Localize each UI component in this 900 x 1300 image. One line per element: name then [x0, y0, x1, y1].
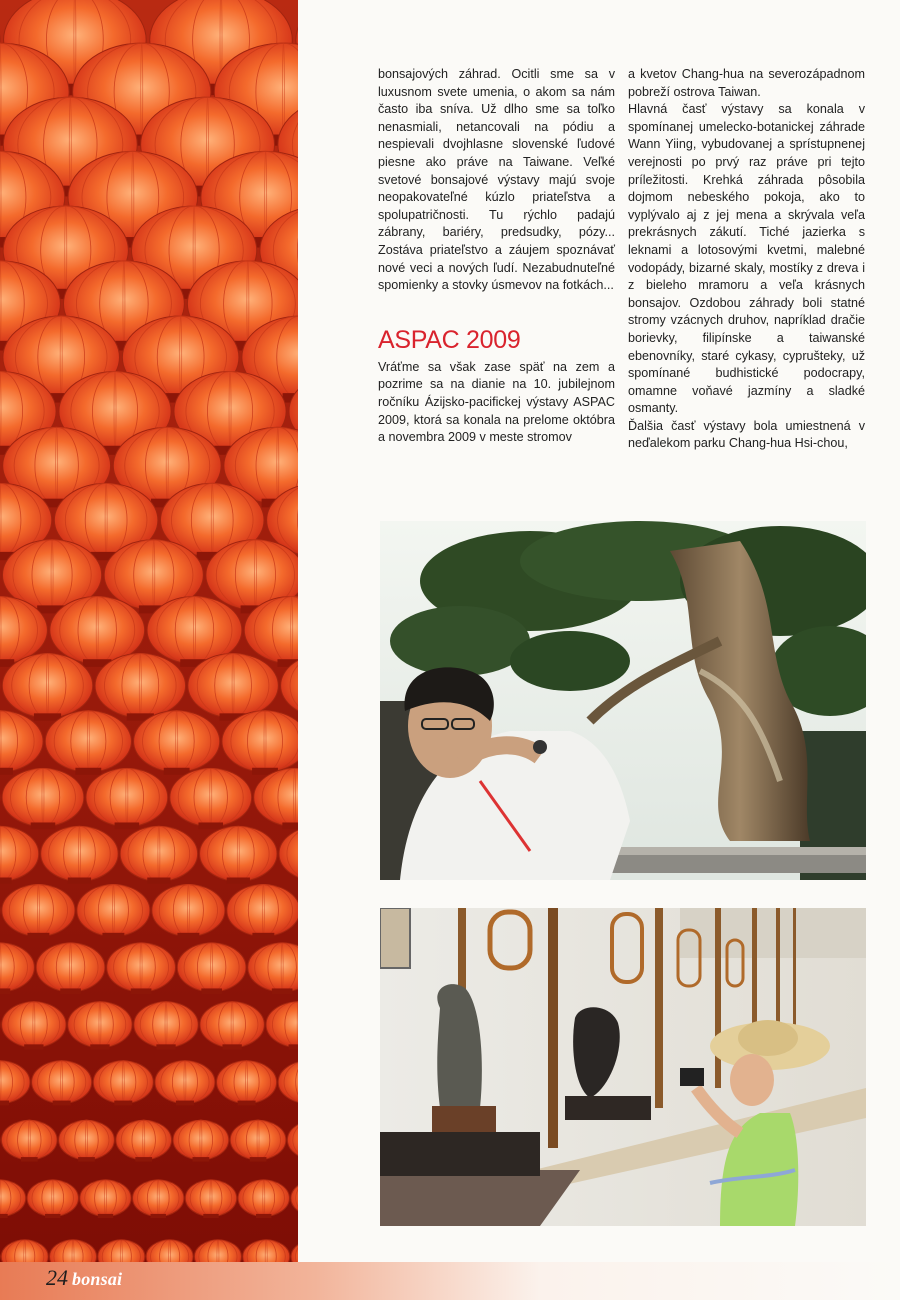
section-heading: ASPAC 2009 — [378, 325, 521, 354]
lantern-shape — [2, 768, 84, 826]
lantern-cap — [60, 988, 81, 994]
lantern-shape — [77, 884, 150, 936]
page-number: 24 — [46, 1265, 68, 1290]
lantern-cap — [198, 822, 223, 829]
lantern-shape — [177, 943, 246, 992]
lantern-cap — [176, 1101, 194, 1106]
lantern-shape — [185, 1180, 236, 1217]
lantern-cap — [0, 1101, 9, 1106]
lantern-shape — [2, 1002, 66, 1048]
article-paragraph: bonsajových záhrad. Ocitli sme sa v luxusnom svete umenia, o akom sa nám často iba sníva. Už dlho sme sa toľko nenasmiali, netancovali na pódiu a nespievali dvojhlasne slovenské ľudové piesne ako práve na Taiwane. Veľké svetové bonsajové výstavy majú svoje neopakovateľné kúzlo priateľstva a spolupatričnosti. Tu rýchlo padajú zábrany, bariéry, predsudky, pózy... Zostáva priateľstvo a záujem spoznávať nové veci a nových ľudí. Nezabudnuteľné spomienky a stovky úsmevov na fotkách... — [378, 67, 615, 293]
lantern-shape — [120, 826, 198, 881]
lantern-shape — [134, 1002, 198, 1048]
lantern-shape — [238, 1180, 289, 1217]
lantern-cap — [75, 768, 101, 775]
lantern-shape — [200, 826, 278, 881]
lantern-cap — [90, 1044, 109, 1049]
article-paragraph: a kvetov Chang-hua na severozápadnom pobreží ostrova Taiwan. — [628, 67, 865, 99]
lantern-shape — [41, 826, 119, 881]
lantern-shape — [116, 1120, 172, 1160]
lantern-cap — [53, 1101, 71, 1106]
lantern-cap — [68, 878, 91, 884]
lantern-cap — [222, 1044, 241, 1049]
lantern-shape — [134, 711, 220, 772]
lantern-cap — [114, 1101, 132, 1106]
lantern-shape — [107, 943, 176, 992]
lantern-cap — [0, 1214, 8, 1218]
article-paragraph: Vráťme sa však zase späť na zem a pozrime sa na dianie na 10. jubilejnom ročníku Ázijsko-pacifickej výstavy ASPAC 2009, ktorá sa konala na prelome októbra a novembra 2009 v meste stromov — [378, 359, 615, 445]
lantern-cap — [238, 1101, 256, 1106]
lantern-cap — [252, 933, 274, 939]
magazine-name: bonsai — [72, 1269, 123, 1289]
lantern-shape — [1, 1120, 57, 1160]
lantern-cap — [45, 1214, 60, 1218]
footer-bar — [0, 1262, 900, 1300]
lantern-cap — [227, 878, 250, 884]
lantern-cap — [115, 822, 140, 829]
lantern-shape — [230, 1120, 286, 1160]
lantern-shape — [173, 1120, 229, 1160]
lantern-cap — [151, 1214, 166, 1218]
lantern-cap — [289, 1044, 298, 1049]
lantern-shape — [93, 1061, 153, 1104]
lantern-shape — [36, 943, 105, 992]
lantern-cap — [272, 988, 293, 994]
lantern-shape — [200, 1002, 264, 1048]
lantern-cap — [78, 1157, 95, 1162]
lantern-shape — [95, 653, 186, 717]
lantern-cap — [203, 1214, 218, 1218]
lantern-cap — [177, 933, 199, 939]
lantern-cap — [135, 1157, 152, 1162]
lantern-cap — [156, 1044, 175, 1049]
lantern-shape — [80, 1180, 131, 1217]
article-column-left — [378, 66, 615, 447]
lantern-cap — [201, 988, 222, 994]
lantern-shape — [86, 768, 168, 826]
lantern-cap — [282, 822, 298, 829]
lantern-cap — [131, 988, 152, 994]
lantern-photo — [0, 0, 298, 1262]
bonsai-pruning-photo — [380, 521, 866, 880]
lantern-cap — [0, 768, 13, 775]
lantern-cap — [31, 822, 56, 829]
lantern-cap — [0, 878, 12, 884]
lantern-cap — [34, 713, 61, 720]
lantern-cap — [98, 1214, 113, 1218]
lantern-shape — [68, 1002, 132, 1048]
exhibition-hall-photo — [380, 908, 866, 1226]
lantern-cap — [250, 1157, 267, 1162]
lantern-shape — [2, 884, 75, 936]
lantern-cap — [147, 878, 170, 884]
lantern-cap — [193, 1157, 210, 1162]
lantern-cap — [27, 933, 49, 939]
article-paragraph: Hlavná časť výstavy sa konala v spomínanej umelecko-botanickej záhrade Wann Yiing, vybudovanej a sprístupnenej verejnosti po prvý raz práve pri tejto príležitosti. Krehká záhrada pôsobila dojmom nebeského pokoja, ako to vyplývalo aj z jej mena a skrývala veľa prekrásnych zákutí. Tiché jazierka s leknami a lotosovými kvetmi, malebné vodopády, bizarné skaly, mostíky z dreva i z bieleho mramoru a veľa krásnych bonsajov. Ozdobou záhrady boli statné stromy vzácnych druhov, napríklad dračie borievky, filipínske a taiwanské ebenovníky, staré cykasy, cyprušteky, už spomínané budhistické podocrapy, omamne voňavé jazmíny a sladké osmanty. — [628, 102, 865, 416]
lantern-shape — [133, 1180, 184, 1217]
lantern-cap — [164, 768, 190, 775]
lantern-shape — [188, 653, 279, 717]
lantern-shape — [45, 711, 131, 772]
lantern-shape — [152, 884, 225, 936]
lantern-cap — [256, 1214, 271, 1218]
article-column-right — [628, 66, 865, 453]
lantern-shape — [59, 1120, 115, 1160]
lantern-shape — [32, 1061, 92, 1104]
lantern-cap — [0, 988, 10, 994]
lantern-cap — [24, 1044, 43, 1049]
lantern-shape — [155, 1061, 215, 1104]
lantern-shape — [2, 653, 93, 717]
lantern-cap — [102, 933, 124, 939]
lantern-shape — [27, 1180, 78, 1217]
lantern-shape — [170, 768, 252, 826]
lantern-cap — [21, 1157, 38, 1162]
lantern-shape — [217, 1061, 277, 1104]
lantern-image — [0, 0, 298, 1262]
article-paragraph: Ďalšia časť výstavy bola umiestnená v neďalekom parku Chang-hua Hsi-chou, — [628, 418, 865, 451]
